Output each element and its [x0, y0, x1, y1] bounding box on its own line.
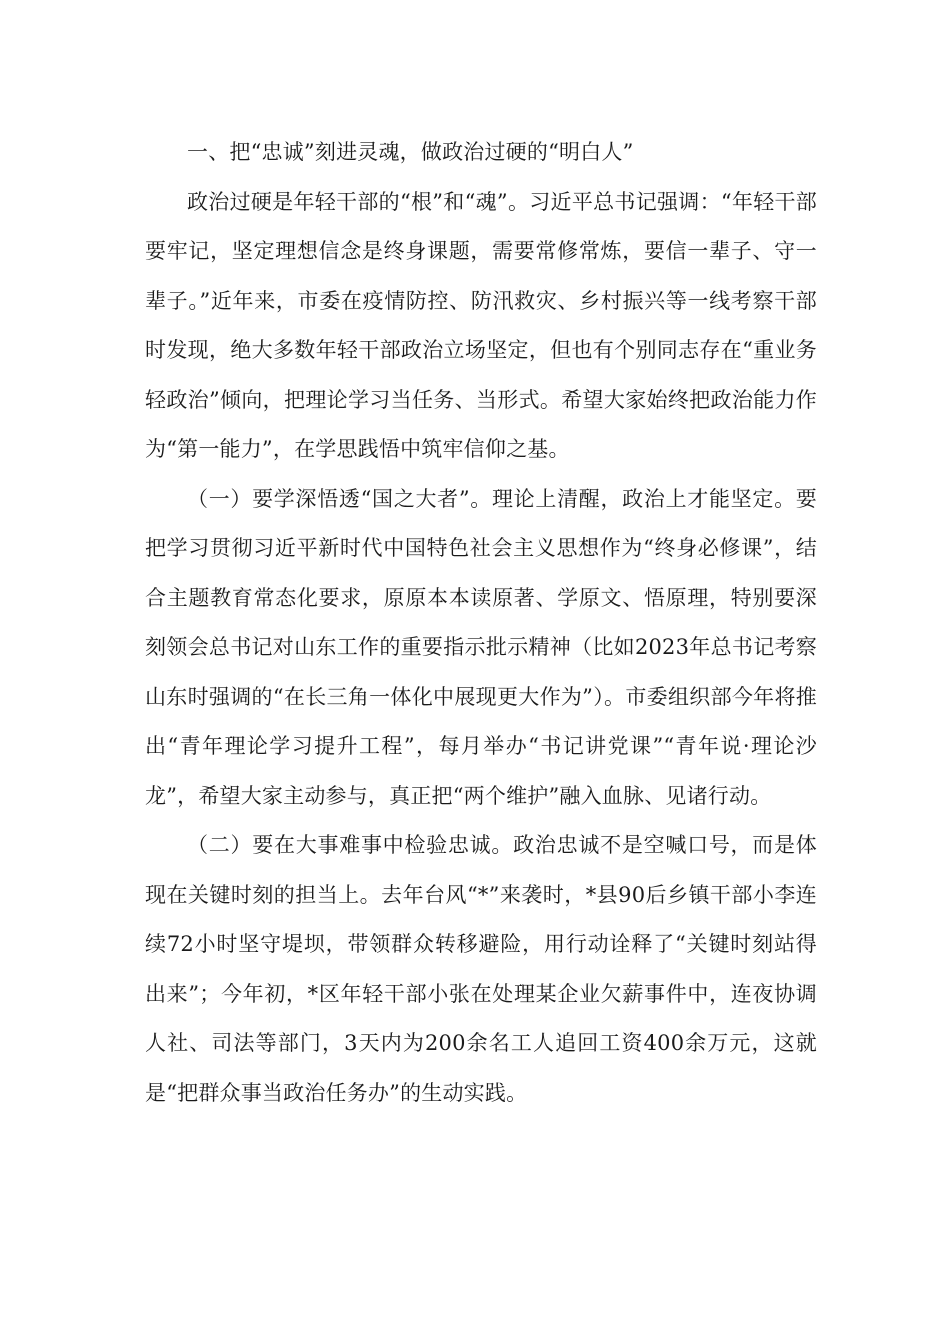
paragraph-point-one: （一）要学深悟透“国之大者”。理论上清醒，政治上才能坚定。要把学习贯彻习近平新时代中国特色社会主义思想作为“终身必修课”，结合主题教育常态化要求，原原本本读原著、学原文、悟原理，特别要深刻领会总书记对山东工作的重要指示批示精神（比如2023年总书记考察山东时强调的“在长三角一体化中展现更大作为”）。市委组织部今年将推出“青年理论学习提升工程”，每月举办“书记讲党课”“青年说·理论沙龙”，希望大家主动参与，真正把“两个维护”融入血脉、见诸行动。	[145, 486, 817, 808]
document-body	[145, 128, 817, 1118]
paragraph-intro: 政治过硬是年轻干部的“根”和“魂”。习近平总书记强调：“年轻干部要牢记，坚定理想信念是终身课题，需要常修常炼，要信一辈子、守一辈子。”近年来，市委在疫情防控、防汛救灾、乡村振兴等一线考察干部时发现，绝大多数年轻干部政治立场坚定，但也有个别同志存在“重业务轻政治”倾向，把理论学习当任务、当形式。希望大家始终把政治能力作为“第一能力”，在学思践悟中筑牢信仰之基。	[145, 189, 817, 461]
paragraph-point-two: （二）要在大事难事中检验忠诚。政治忠诚不是空喊口号，而是体现在关键时刻的担当上。去年台风“*”来袭时，*县90后乡镇干部小李连续72小时坚守堤坝，带领群众转移避险，用行动诠释了“关键时刻站得出来”；今年初，*区年轻干部小张在处理某企业欠薪事件中，连夜协调人社、司法等部门，3天内为200余名工人追回工资400余万元，这就是“把群众事当政治任务办”的生动实践。	[145, 833, 817, 1105]
section-heading: 一、把“忠诚”刻进灵魂，做政治过硬的“明白人”	[187, 140, 634, 164]
